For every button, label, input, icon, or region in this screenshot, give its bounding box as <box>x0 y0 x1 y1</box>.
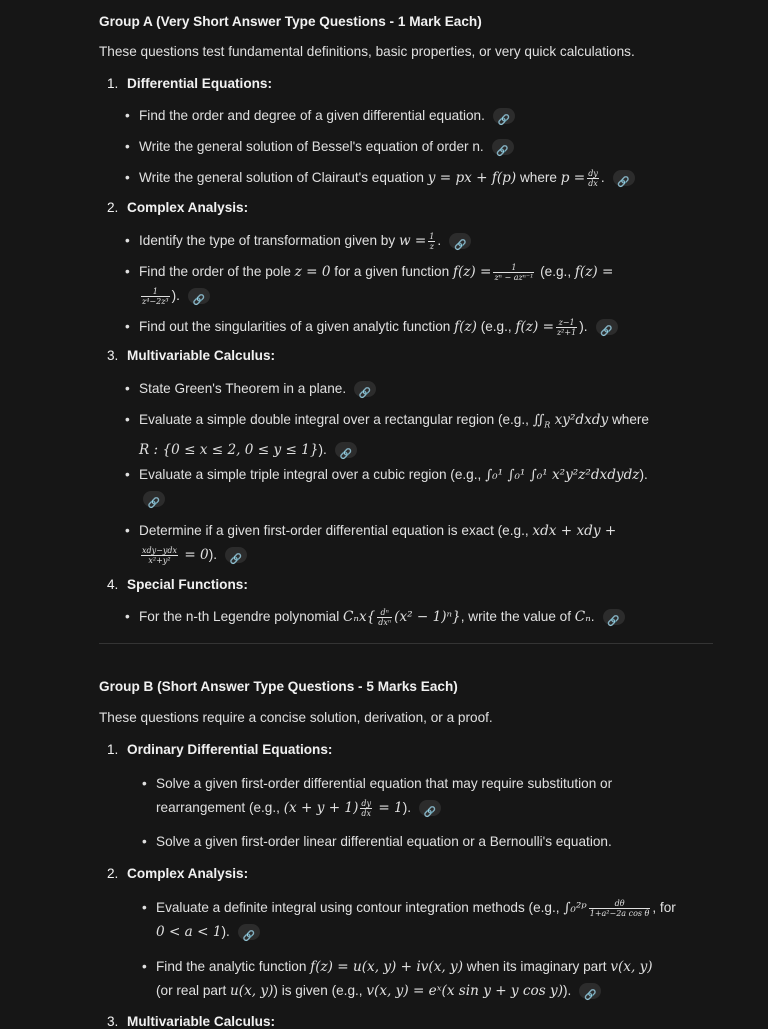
group-a-intro: These questions test fundamental definitions, basic properties, or very quick calculations. <box>99 44 635 59</box>
link-icon[interactable]: 🔗 <box>449 233 471 249</box>
fraction: $\frac{1}{z}$ <box>429 231 435 251</box>
group-a-section-1: 1. Differential Equations: <box>107 76 273 91</box>
link-icon[interactable]: 🔗 <box>492 139 514 155</box>
group-a-section-2: 2. Complex Analysis: <box>107 200 249 215</box>
list-item: • Write the general solution of Clairaut's equation y = px + f(p) where p = $\frac{dy}{dx}$ . 🔗 <box>139 166 699 190</box>
group-a-title: Group A (Very Short Answer Type Questions - 1 Mark Each) <box>99 14 482 29</box>
section-divider <box>99 643 713 644</box>
list-item: • Find out the singularities of a given analytic function f(z) (e.g., f(z) = $\frac{z-1}{\text{z²+1}}$ ). 🔗 <box>139 315 699 339</box>
fraction: $\frac{\text{xdy−ydx}}{\text{x²+y²}}$ <box>142 545 178 565</box>
list-item: • Find the order of the pole z = 0 for a given function f(z) = $\frac{1}{\text{zⁿ − azⁿ⁻¹}}$ (e.g., f(z) = $\frac{1}{\text{z⁴−2z³}}$ ). 🔗 <box>139 260 699 308</box>
link-icon[interactable]: 🔗 <box>188 288 210 304</box>
list-item: • Find the analytic function f(z) = u(x, y) + iv(x, y) when its imaginary part v(x, y) (or real part u(x, y)) is given (e.g., v(x, y) = eˣ(x sin y + y cos y)). 🔗 <box>156 955 716 1003</box>
group-a-section-3: 3. Multivariable Calculus: <box>107 348 276 363</box>
link-icon[interactable]: 🔗 <box>613 170 635 186</box>
list-item: • Determine if a given first-order differential equation is exact (e.g., xdx + xdy + $\frac{\text{xdy−ydx}}{\text{x²+y²}}$ = 0). 🔗 <box>139 519 699 567</box>
group-b-section-1: 1. Ordinary Differential Equations: <box>107 742 333 757</box>
list-item: • State Green's Theorem in a plane. 🔗 <box>139 377 699 401</box>
group-b-intro: These questions require a concise solution, derivation, or a proof. <box>99 710 493 725</box>
list-item: • Solve a given first-order linear differential equation or a Bernoulli's equation. <box>156 830 716 854</box>
link-icon[interactable]: 🔗 <box>596 319 618 335</box>
link-icon[interactable]: 🔗 <box>143 491 165 507</box>
fraction: $\frac{1}{\text{zⁿ − azⁿ⁻¹}}$ <box>494 262 534 282</box>
list-item: • Evaluate a simple triple integral over a cubic region (e.g., ∫₀¹ ∫₀¹ ∫₀¹ x²y²z²dxdydz). 🔗 <box>139 463 699 511</box>
fraction: $\frac{dy}{dx}$ <box>588 168 598 188</box>
link-icon[interactable]: 🔗 <box>603 609 625 625</box>
fraction: $\frac{1}{\text{z⁴−2z³}}$ <box>142 286 169 306</box>
link-icon[interactable]: 🔗 <box>579 983 601 999</box>
link-icon[interactable]: 🔗 <box>225 547 247 563</box>
group-a-section-4: 4. Special Functions: <box>107 577 248 592</box>
list-item: • Solve a given first-order differential equation that may require substitution or rearrangement (e.g., (x + y + 1) $\frac{dy}{dx}$ = 1). 🔗 <box>156 772 716 820</box>
link-icon[interactable]: 🔗 <box>335 442 357 458</box>
list-item: • Find the order and degree of a given differential equation. 🔗 <box>139 104 699 128</box>
link-icon[interactable]: 🔗 <box>419 800 441 816</box>
group-b-section-2: 2. Complex Analysis: <box>107 866 249 881</box>
list-item: • Identify the type of transformation given by w = $\frac{1}{z}$ . 🔗 <box>139 229 699 253</box>
list-item: • Evaluate a simple double integral over a rectangular region (e.g., $∬_R$ xy²dxdy where R : {0 ≤ x ≤ 2, 0 ≤ y ≤ 1}). 🔗 <box>139 408 699 462</box>
fraction: $\frac{\text{dⁿ}}{\text{dxⁿ}}$ <box>378 607 392 627</box>
link-icon[interactable]: 🔗 <box>238 924 260 940</box>
fraction: $\frac{d\theta}{\text{1+a²−2a cos θ}}$ <box>589 898 650 918</box>
fraction: $\frac{z-1}{\text{z²+1}}$ <box>556 317 577 337</box>
list-item: • Write the general solution of Bessel's equation of order n. 🔗 <box>139 135 699 159</box>
link-icon[interactable]: 🔗 <box>354 381 376 397</box>
list-item: • For the n-th Legendre polynomial Cₙx{ $\frac{\text{dⁿ}}{\text{dxⁿ}}$ (x² − 1)ⁿ}, write the value of Cₙ. 🔗 <box>139 605 699 629</box>
list-item: • Evaluate a definite integral using contour integration methods (e.g., ∫₀²ᵖ $\frac{d\theta}{\text{1+a²−2a cos θ}}$ , for 0 < a < 1). 🔗 <box>156 896 716 944</box>
group-b-section-3: 3. Multivariable Calculus: <box>107 1014 276 1029</box>
fraction: $\frac{dy}{dx}$ <box>361 798 372 818</box>
group-b-title: Group B (Short Answer Type Questions - 5 Marks Each) <box>99 679 458 694</box>
link-icon[interactable]: 🔗 <box>493 108 515 124</box>
